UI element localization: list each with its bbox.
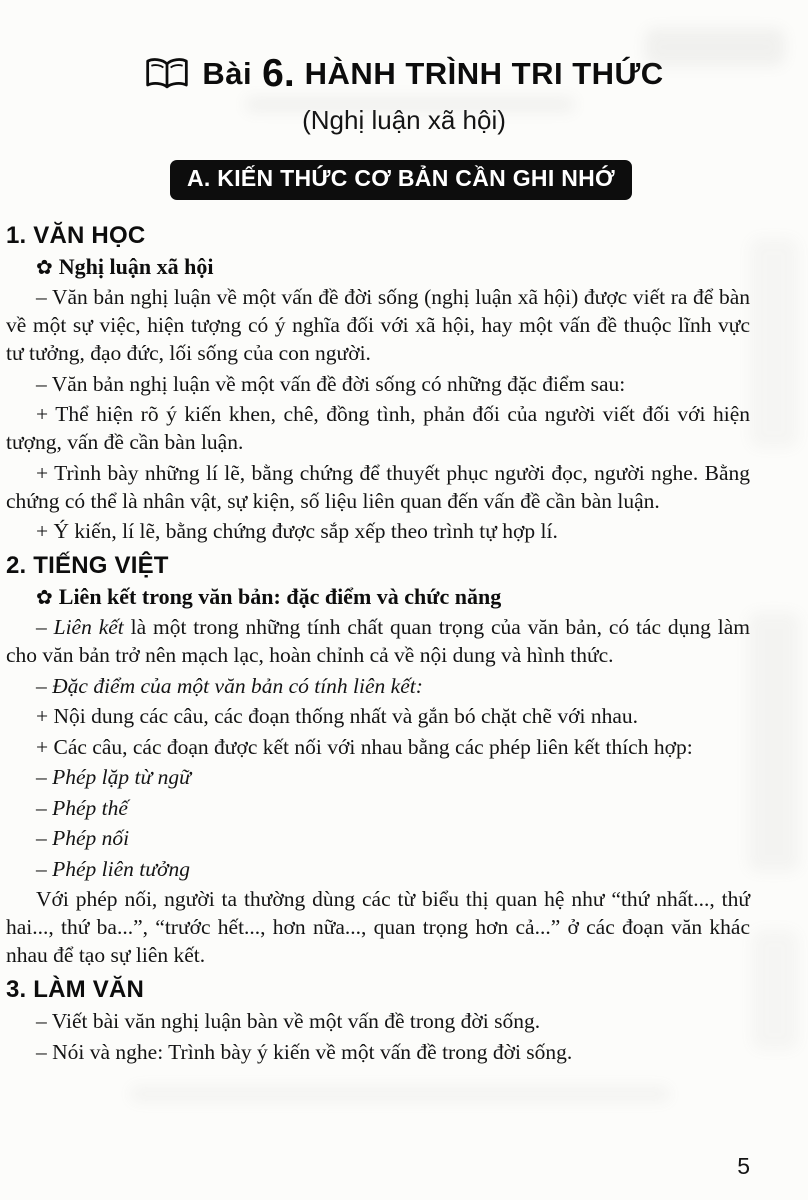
lesson-label: Bài: [202, 55, 253, 91]
lesson-title: [0, 54, 808, 93]
lesson-header: [0, 0, 808, 200]
paragraph: – Viết bài văn nghị luận bàn về một vấn đề trong đời sống.: [36, 1009, 541, 1033]
lesson-subtitle: (Nghị luận xã hội): [302, 105, 506, 135]
subheading-label: Nghị luận xã hội: [58, 254, 214, 279]
paragraph: – Nói và nghe: Trình bày ý kiến về một vấn đề trong đời sống.: [36, 1039, 573, 1064]
list-item-phep-lien-tuong: – Phép liên tưởng: [36, 856, 190, 881]
list-item-phep-noi: – Phép nối: [36, 826, 130, 850]
paragraph: + Các câu, các đoạn được kết nối với nhau bằng các phép liên kết thích hợp:: [36, 734, 693, 759]
section-a-banner: [170, 160, 632, 200]
lesson-content: [6, 222, 750, 1066]
page-number: 5: [737, 1153, 750, 1179]
paragraph: – Văn bản nghị luận về một vấn đề đời sống (nghị luận xã hội) được viết ra để bàn về một sự việc, hiện tượng có ý nghĩa đối với xã hội, hay một vấn đề thuộc lĩnh vực tư tưởng, đạo đức, lối sống của con người.: [6, 285, 750, 365]
subheading-label: Liên kết trong văn bản: đặc điểm và chức năng: [58, 584, 502, 609]
scan-smudge: [748, 612, 800, 872]
paragraph: + Ý kiến, lí lẽ, bằng chứng được sắp xếp theo trình tự hợp lí.: [36, 519, 558, 543]
paragraph: + Thể hiện rõ ý kiến khen, chê, đồng tình, phản đối của người viết đối với hiện tượng, vấn đề cần bàn luận.: [6, 402, 750, 454]
scan-smudge: [130, 1086, 670, 1102]
paragraph: [6, 613, 750, 669]
paragraph: + Nội dung các câu, các đoạn thống nhất và gắn bó chặt chẽ với nhau.: [36, 704, 638, 728]
section-a-banner-label: A. KIẾN THỨC CƠ BẢN CẦN GHI NHỚ: [187, 165, 615, 191]
florette-icon: ✿: [36, 585, 53, 609]
scan-smudge: [750, 238, 798, 448]
paragraph-text: là một trong những tính chất quan trọng của văn bản, có tác dụng làm cho văn bản trở nên mạch lạc, hoàn chỉnh cả về nội dung và hình thức.: [6, 615, 750, 667]
scan-smudge: [752, 930, 798, 1050]
subheading-nghi-luan-xa-hoi: [36, 254, 750, 280]
paragraph-italic: – Đặc điểm của một văn bản có tính liên kết:: [36, 673, 423, 698]
term-lien-ket: – Liên kết: [36, 615, 124, 639]
paragraph: – Văn bản nghị luận về một vấn đề đời sống có những đặc điểm sau:: [36, 371, 626, 396]
lesson-number: 6.: [262, 52, 295, 95]
list-item-phep-the: – Phép thế: [36, 795, 128, 820]
heading-lam-van: 3. LÀM VĂN: [6, 976, 145, 1003]
paragraph: Với phép nối, người ta thường dùng các từ biểu thị quan hệ như “thứ nhất..., thứ hai..., thứ ba...”, “trước hết..., hơn nữa..., quan trọng hơn cả...” ở các đoạn văn khác nhau để tạo sự liên kết.: [6, 887, 750, 967]
paragraph: + Trình bày những lí lẽ, bằng chứng để thuyết phục người đọc, người nghe. Bằng chứng có thể là nhân vật, sự kiện, số liệu liên quan đến vấn đề cần bàn luận.: [6, 460, 750, 513]
lesson-title-text: HÀNH TRÌNH TRI THỨC: [304, 55, 664, 91]
heading-van-hoc: 1. VĂN HỌC: [6, 222, 146, 249]
florette-icon: ✿: [36, 255, 53, 279]
heading-tieng-viet: 2. TIẾNG VIỆT: [6, 552, 169, 579]
list-item-phep-lap: – Phép lặp từ ngữ: [36, 765, 191, 789]
subheading-lien-ket: [36, 584, 750, 610]
open-book-icon: [144, 56, 190, 92]
